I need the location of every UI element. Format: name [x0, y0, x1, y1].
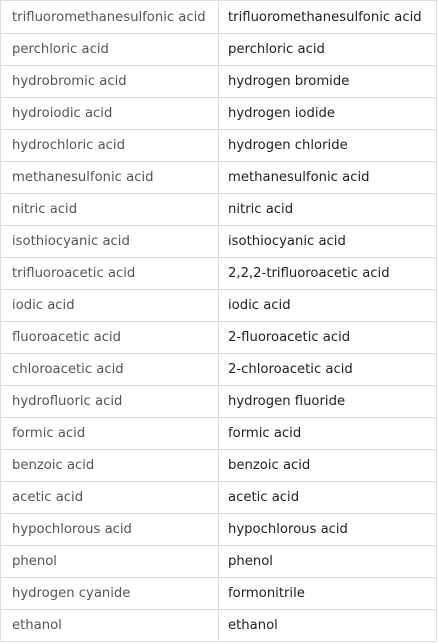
table-row: [1, 610, 437, 642]
table-row: [1, 322, 437, 354]
compound-name-cell: perchloric acid: [1, 34, 219, 65]
table-row: [1, 546, 437, 578]
compound-name-cell: chloroacetic acid: [1, 354, 219, 385]
table-row: [1, 66, 437, 98]
compound-alias-cell: 2-chloroacetic acid: [219, 354, 437, 385]
compound-alias-cell: formonitrile: [219, 578, 437, 609]
compound-name-cell: hydroiodic acid: [1, 98, 219, 129]
compound-name-cell: hypochlorous acid: [1, 514, 219, 545]
compound-name-cell: hydrobromic acid: [1, 66, 219, 97]
table-row: [1, 578, 437, 610]
table-row: [1, 354, 437, 386]
compound-name-cell: iodic acid: [1, 290, 219, 321]
compound-alias-cell: hydrogen chloride: [219, 130, 437, 161]
table-row: [1, 258, 437, 290]
compound-alias-cell: benzoic acid: [219, 450, 437, 481]
compound-alias-cell: 2-fluoroacetic acid: [219, 322, 437, 353]
compound-alias-cell: trifluoromethanesulfonic acid: [219, 1, 437, 33]
table-row: [1, 98, 437, 130]
table-row: [1, 1, 437, 34]
compound-name-cell: benzoic acid: [1, 450, 219, 481]
table-row: [1, 130, 437, 162]
compound-name-cell: trifluoroacetic acid: [1, 258, 219, 289]
table-row: [1, 386, 437, 418]
compound-name-cell: formic acid: [1, 418, 219, 449]
table-row: [1, 290, 437, 322]
table-row: [1, 194, 437, 226]
table-row: [1, 34, 437, 66]
compound-name-cell: fluoroacetic acid: [1, 322, 219, 353]
compound-alias-cell: hydrogen fluoride: [219, 386, 437, 417]
compound-alias-cell: acetic acid: [219, 482, 437, 513]
compound-alias-cell: methanesulfonic acid: [219, 162, 437, 193]
table-row: [1, 450, 437, 482]
compound-alias-cell: ethanol: [219, 610, 437, 641]
compound-alias-cell: 2,2,2-trifluoroacetic acid: [219, 258, 437, 289]
table-row: [1, 162, 437, 194]
compound-name-cell: methanesulfonic acid: [1, 162, 219, 193]
compound-alias-cell: formic acid: [219, 418, 437, 449]
compound-name-cell: phenol: [1, 546, 219, 577]
compound-name-cell: ethanol: [1, 610, 219, 641]
compound-alias-cell: iodic acid: [219, 290, 437, 321]
table-row: [1, 482, 437, 514]
compound-name-cell: trifluoromethanesulfonic acid: [1, 1, 219, 33]
compound-name-cell: hydrogen cyanide: [1, 578, 219, 609]
compound-name-cell: nitric acid: [1, 194, 219, 225]
compound-name-cell: hydrochloric acid: [1, 130, 219, 161]
compound-alias-cell: hydrogen bromide: [219, 66, 437, 97]
table-row: [1, 226, 437, 258]
compound-alias-cell: perchloric acid: [219, 34, 437, 65]
compound-alias-cell: phenol: [219, 546, 437, 577]
compound-alias-cell: hypochlorous acid: [219, 514, 437, 545]
compound-alias-cell: hydrogen iodide: [219, 98, 437, 129]
compound-name-cell: isothiocyanic acid: [1, 226, 219, 257]
compound-name-cell: hydrofluoric acid: [1, 386, 219, 417]
compound-name-cell: acetic acid: [1, 482, 219, 513]
table-row: [1, 418, 437, 450]
table-row: [1, 514, 437, 546]
compound-alias-cell: isothiocyanic acid: [219, 226, 437, 257]
compound-alias-cell: nitric acid: [219, 194, 437, 225]
